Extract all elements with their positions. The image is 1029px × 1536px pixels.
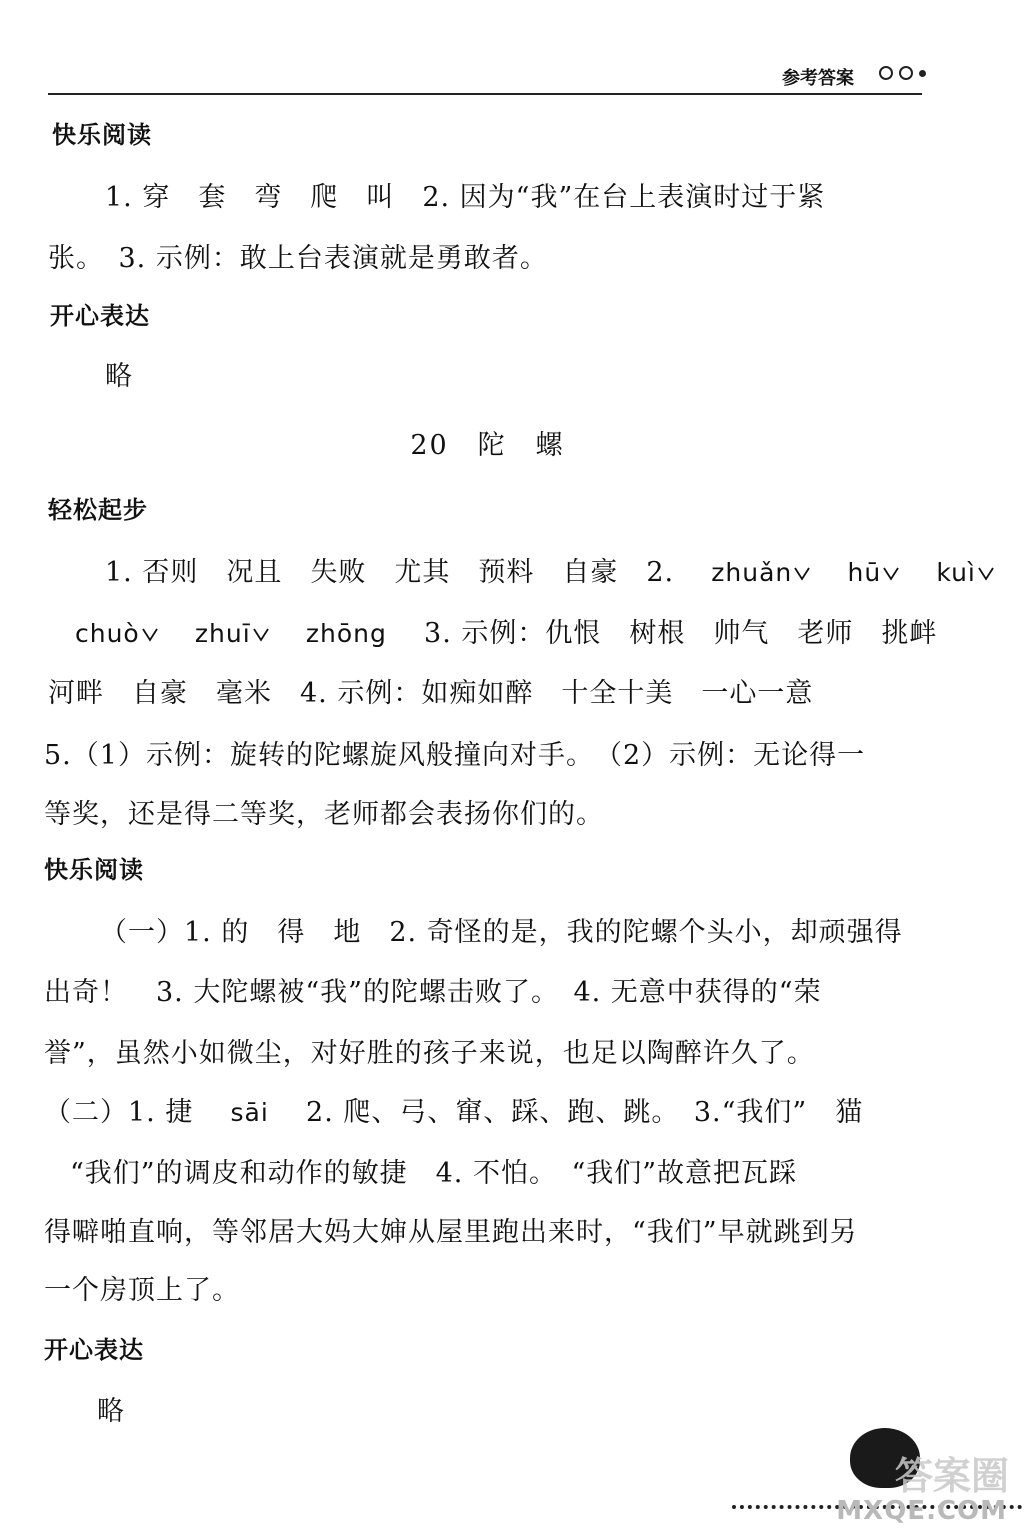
section-heading-happy-reading: 快乐阅读 bbox=[44, 856, 144, 884]
answer-line: 1. 穿 套 弯 爬 叫 2. 因为“我”在台上表演时过于紧 bbox=[105, 182, 826, 213]
answer-line: 誉”，虽然小如微尘，对好胜的孩子来说，也足以陶醉许久了。 bbox=[44, 1038, 815, 1069]
section-heading-happy-expression: 开心表达 bbox=[50, 302, 150, 330]
pinyin: zhuǎn bbox=[711, 558, 793, 587]
answer-line: 张。 3. 示例：敢上台表演就是勇敢者。 bbox=[48, 243, 548, 274]
dot-icon bbox=[919, 70, 926, 77]
answer-text: 2. 爬、弓、窜、踩、跑、跳。 3.“我们” 猫 bbox=[306, 1097, 864, 1128]
pinyin: sāi bbox=[230, 1098, 269, 1127]
circle-icon bbox=[899, 66, 913, 80]
checkmark-v-icon bbox=[253, 628, 269, 642]
checkmark-v-icon bbox=[142, 628, 158, 642]
checkmark-v-icon bbox=[794, 567, 810, 581]
header-label: 参考答案 bbox=[782, 68, 854, 89]
answer-line bbox=[105, 550, 994, 589]
answer-line bbox=[44, 1090, 863, 1129]
answer-text: 1. 否则 况且 失败 尤其 预料 自豪 2. bbox=[105, 557, 675, 588]
answer-line: （一）1. 的 得 地 2. 奇怪的是，我的陀螺个头小，却顽强得 bbox=[100, 917, 903, 948]
lesson-title: 20 陀 螺 bbox=[410, 430, 565, 461]
answer-line bbox=[75, 611, 937, 650]
watermark-logo: 答案圈 bbox=[894, 1454, 1009, 1498]
pinyin: hū bbox=[847, 558, 882, 587]
pinyin: zhōng bbox=[305, 619, 387, 648]
checkmark-v-icon bbox=[978, 567, 994, 581]
pinyin: kuì bbox=[936, 558, 976, 587]
answer-line: 一个房顶上了。 bbox=[44, 1275, 240, 1306]
section-heading-easy-start: 轻松起步 bbox=[48, 496, 148, 524]
pinyin: zhuī bbox=[194, 619, 251, 648]
answer-text: 3. 示例：仇恨 树根 帅气 老师 挑衅 bbox=[424, 618, 938, 649]
answer-line: 略 bbox=[97, 1396, 125, 1427]
answer-line: 得噼啪直响，等邻居大妈大婶从屋里跑出来时，“我们”早就跳到另 bbox=[44, 1217, 858, 1248]
answer-line: 略 bbox=[105, 361, 133, 392]
answer-line: 等奖，还是得二等奖，老师都会表扬你们的。 bbox=[44, 799, 604, 830]
header-rule bbox=[48, 93, 922, 95]
answer-text: （二）1. 捷 bbox=[44, 1097, 194, 1128]
answer-line: 河畔 自豪 毫米 4. 示例：如痴如醉 十全十美 一心一意 bbox=[48, 678, 814, 709]
circle-icon bbox=[879, 66, 893, 80]
watermark-text: MXQE.COM bbox=[836, 1496, 1007, 1526]
section-heading-happy-reading: 快乐阅读 bbox=[52, 121, 152, 149]
pinyin: chuò bbox=[75, 619, 140, 648]
section-heading-happy-expression: 开心表达 bbox=[44, 1336, 144, 1364]
header-dots-ornament bbox=[879, 66, 926, 80]
answer-line: 出奇！ 3. 大陀螺被“我”的陀螺击败了。 4. 无意中获得的“荣 bbox=[44, 977, 822, 1008]
answer-line: 5.（1）示例：旋转的陀螺旋风般撞向对手。 （2）示例：无论得一 bbox=[44, 740, 866, 771]
checkmark-v-icon bbox=[883, 567, 899, 581]
answer-line: “我们”的调皮和动作的敏捷 4. 不怕。 “我们”故意把瓦踩 bbox=[70, 1158, 798, 1189]
